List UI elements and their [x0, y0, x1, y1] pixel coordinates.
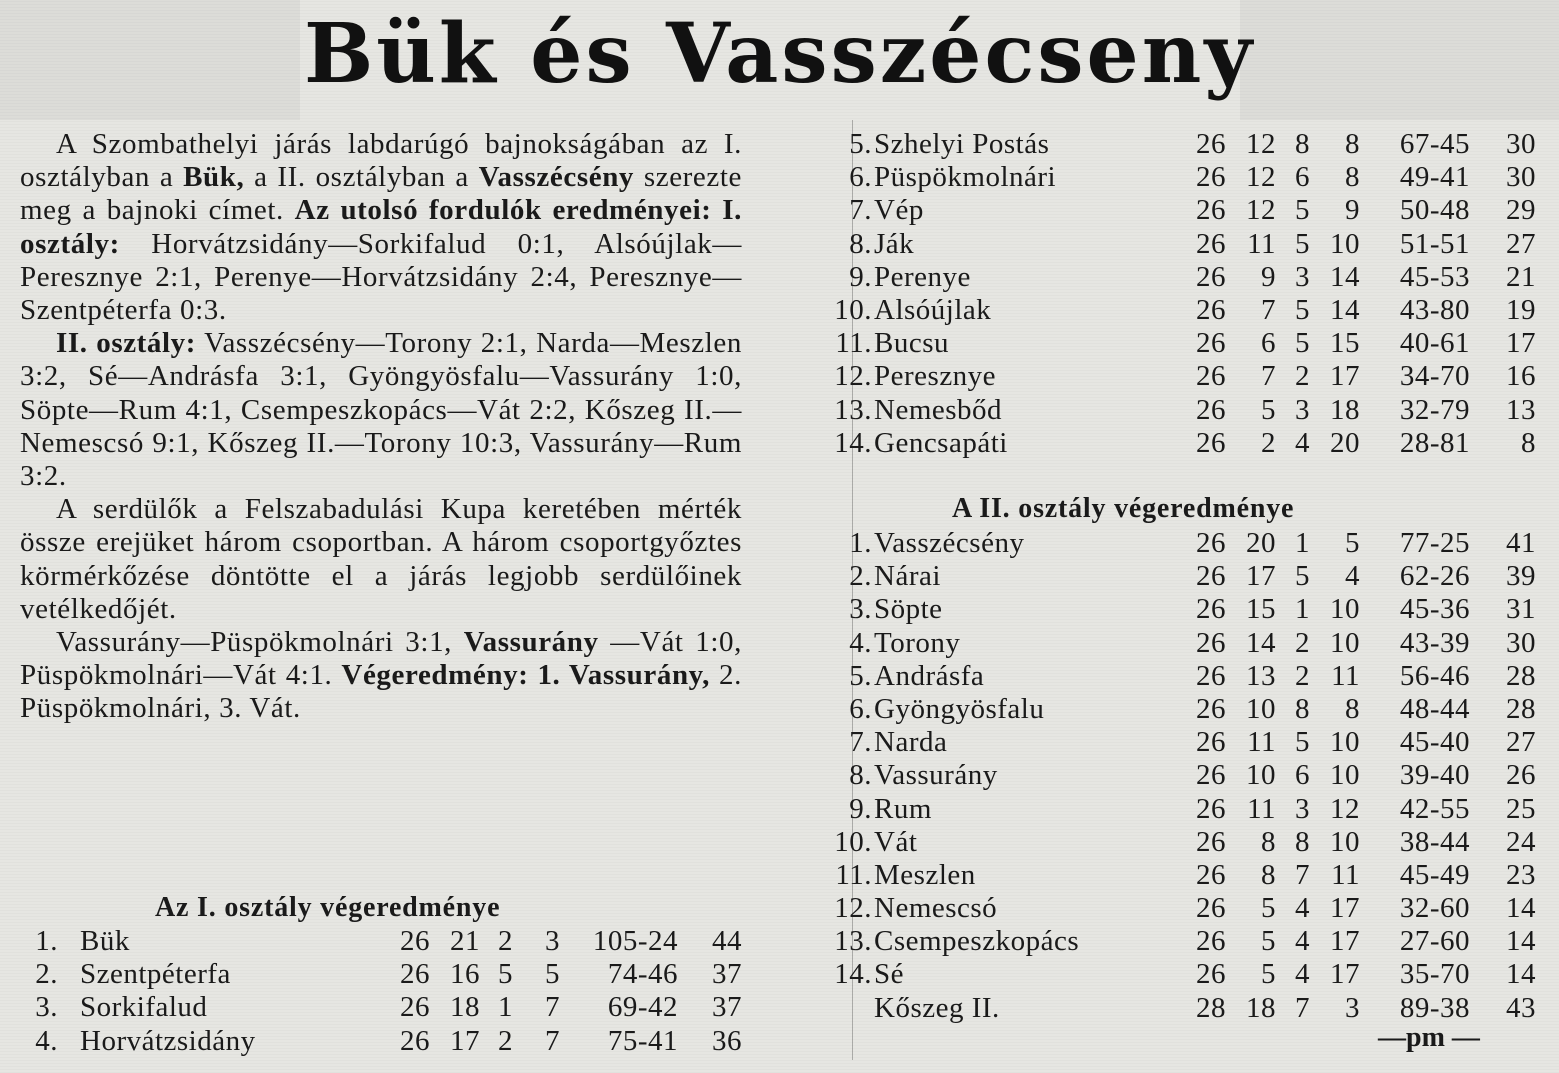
cell-p: 26: [1196, 426, 1226, 459]
text: Horvátzsidány—Sorkifalud 0:1, Alsóújlak—Peresznye 2:1, Perenye—Horvátzsidány 2:4, Peresznye—Szentpéterfa 0:3.: [20, 227, 742, 327]
cell-goals: 40-61: [1399, 327, 1470, 360]
cell-d: 4: [1295, 925, 1310, 958]
cell-goals: 43-39: [1399, 626, 1470, 659]
cell-p: 26: [1196, 858, 1226, 891]
cell-w: 5: [1261, 925, 1276, 958]
cell-w: 18: [450, 991, 480, 1024]
cell-pos: 11.: [835, 858, 872, 891]
cell-p: 26: [400, 1024, 430, 1057]
cell-pts: 25: [1506, 792, 1536, 825]
cell-goals: 89-38: [1399, 991, 1470, 1024]
cell-p: 26: [1196, 958, 1226, 991]
cell-d: 8: [1295, 825, 1310, 858]
cell-pts: 28: [1506, 692, 1536, 725]
cell-d: 2: [498, 1024, 513, 1057]
cell-pts: 37: [712, 958, 742, 991]
cell-p: 26: [1196, 759, 1226, 792]
cell-goals: 34-70: [1399, 360, 1470, 393]
cell-l: 12: [1330, 792, 1360, 825]
cell-d: 7: [1295, 858, 1310, 891]
cell-p: 26: [1196, 825, 1226, 858]
cell-w: 9: [1261, 260, 1276, 293]
cell-team: Szentpéterfa: [80, 958, 231, 991]
table2-heading: A II. osztály végeredménye: [952, 493, 1295, 524]
text-bold: Vassurány: [463, 626, 599, 659]
cell-pts: 28: [1506, 659, 1536, 692]
cell-l: 20: [1330, 426, 1360, 459]
cell-p: 26: [1196, 227, 1226, 260]
cell-team: Vép: [874, 194, 924, 227]
text: Vasszécsény—Torony 2:1, Narda—Meszlen 3:2, Sé—Andrásfa 3:1, Gyöngyösfalu—Vassurány 1:0, Söpte—Rum 4:1, Csempeszkopács—Vát 2:2, Kőszeg II.—Nemescsó 9:1, Kőszeg II.—Torony 10:3, Vassurány—Rum 3:2.: [20, 327, 742, 493]
cell-d: 2: [1295, 626, 1310, 659]
standings-table-1-part-a: [0, 925, 760, 1058]
cell-p: 26: [1196, 925, 1226, 958]
cell-l: 7: [545, 991, 560, 1024]
cell-w: 17: [450, 1024, 480, 1057]
cell-pos: 5.: [849, 128, 872, 160]
cell-d: 5: [1295, 194, 1310, 227]
cell-p: 26: [1196, 792, 1226, 825]
cell-pts: 24: [1506, 825, 1536, 858]
cell-team: Perenye: [874, 260, 971, 293]
cell-p: 26: [1196, 260, 1226, 293]
cell-pts: 44: [712, 925, 742, 957]
cell-pts: 19: [1506, 293, 1536, 326]
cell-pts: 23: [1506, 858, 1536, 891]
cell-pts: 14: [1506, 958, 1536, 991]
standings-row: [800, 627, 1559, 660]
cell-pts: 30: [1506, 626, 1536, 659]
cell-d: 4: [1295, 426, 1310, 459]
standings-row: [800, 726, 1559, 759]
cell-pts: 21: [1506, 260, 1536, 293]
paragraph-second-division: [20, 327, 742, 493]
standings-row: [800, 294, 1559, 327]
cell-pts: 30: [1506, 128, 1536, 160]
text: Vassurány—Püspökmolnári 3:1,: [56, 626, 464, 659]
cell-pts: 41: [1506, 527, 1536, 559]
cell-d: 5: [1295, 293, 1310, 326]
cell-p: 26: [1196, 593, 1226, 626]
text-bold: Bük,: [183, 161, 245, 194]
standings-row: [800, 128, 1559, 161]
cell-l: 14: [1330, 260, 1360, 293]
cell-p: 26: [400, 991, 430, 1024]
cell-pts: 37: [712, 991, 742, 1024]
cell-goals: 105-24: [592, 925, 678, 957]
cell-d: 2: [498, 925, 513, 957]
cell-w: 15: [1246, 593, 1276, 626]
cell-l: 10: [1330, 593, 1360, 626]
cell-team: Nemescsó: [874, 892, 998, 925]
standings-row: [0, 1025, 760, 1058]
standings-row: [0, 991, 760, 1024]
cell-d: 3: [1295, 393, 1310, 426]
cell-pts: 17: [1506, 327, 1536, 360]
cell-goals: 38-44: [1399, 825, 1470, 858]
cell-pts: 27: [1506, 227, 1536, 260]
text: —Vát 1:0, Püspökmolnári—Vát 4:1.: [20, 626, 742, 692]
cell-team: Ják: [874, 227, 915, 260]
cell-d: 1: [1295, 527, 1310, 559]
cell-p: 26: [1196, 726, 1226, 759]
cell-w: 18: [1246, 991, 1276, 1024]
cell-pts: 36: [712, 1024, 742, 1057]
cell-goals: 35-70: [1399, 958, 1470, 991]
cell-pos: 10.: [834, 825, 872, 858]
cell-goals: 43-80: [1399, 293, 1470, 326]
cell-p: 26: [1196, 892, 1226, 925]
cell-goals: 45-49: [1399, 858, 1470, 891]
cell-w: 12: [1246, 128, 1276, 160]
cell-w: 2: [1261, 426, 1276, 459]
cell-p: 28: [1196, 991, 1226, 1024]
standings-row: [800, 793, 1559, 826]
cell-l: 5: [545, 958, 560, 991]
cell-goals: 56-46: [1399, 659, 1470, 692]
text: a II. osztályban a: [244, 161, 479, 194]
cell-p: 26: [1196, 527, 1226, 559]
cell-team: Püspökmolnári: [874, 161, 1057, 194]
cell-w: 17: [1246, 560, 1276, 593]
cell-goals: 75-41: [607, 1024, 678, 1057]
cell-w: 12: [1246, 194, 1276, 227]
cell-d: 6: [1295, 759, 1310, 792]
cell-team: Vasszécsény: [874, 527, 1025, 559]
cell-l: 3: [1345, 991, 1360, 1024]
cell-goals: 39-40: [1399, 759, 1470, 792]
cell-w: 21: [450, 925, 480, 957]
cell-team: Alsóújlak: [874, 293, 992, 326]
cell-w: 5: [1261, 958, 1276, 991]
cell-pos: 4.: [849, 626, 872, 659]
cell-w: 16: [450, 958, 480, 991]
cell-pos: 5.: [849, 659, 872, 692]
cell-goals: 49-41: [1399, 161, 1470, 194]
cell-goals: 50-48: [1399, 194, 1470, 227]
cell-l: 17: [1330, 892, 1360, 925]
standings-row: [800, 161, 1559, 194]
cell-p: 26: [1196, 360, 1226, 393]
cell-team: Horvátzsidány: [80, 1024, 256, 1057]
paragraph-results: [20, 128, 742, 327]
cell-goals: 51-51: [1399, 227, 1470, 260]
cell-w: 7: [1261, 293, 1276, 326]
cell-team: Gyöngyösfalu: [874, 692, 1045, 725]
cell-d: 7: [1295, 991, 1310, 1024]
cell-d: 5: [1295, 327, 1310, 360]
cell-pts: 27: [1506, 726, 1536, 759]
cell-l: 9: [1345, 194, 1360, 227]
cell-team: Csempeszkopács: [874, 925, 1080, 958]
text-bold: Az utolsó fordulók eredményei: I. osztály:: [20, 194, 742, 260]
cell-p: 26: [400, 958, 430, 991]
table1-heading: Az I. osztály végeredménye: [155, 892, 501, 923]
cell-d: 8: [1295, 128, 1310, 160]
standings-row: [0, 958, 760, 991]
standings-row: [800, 660, 1559, 693]
cell-d: 5: [498, 958, 513, 991]
standings-row: [800, 427, 1559, 460]
standings-row: [800, 527, 1559, 560]
cell-p: 26: [1196, 692, 1226, 725]
cell-pts: 8: [1521, 426, 1536, 459]
standings-row: [800, 261, 1559, 294]
cell-l: 10: [1330, 825, 1360, 858]
cell-goals: 28-81: [1399, 426, 1470, 459]
cell-pos: 3.: [35, 991, 58, 1024]
cell-w: 20: [1246, 527, 1276, 559]
author-signature: —pm —: [1378, 1022, 1480, 1053]
cell-l: 10: [1330, 626, 1360, 659]
cell-p: 26: [1196, 626, 1226, 659]
cell-p: 26: [1196, 161, 1226, 194]
cell-p: 26: [1196, 194, 1226, 227]
cell-pos: 14.: [834, 426, 872, 459]
cell-pts: 14: [1506, 925, 1536, 958]
cell-pos: 7.: [849, 194, 872, 227]
text-bold: II. osztály:: [56, 327, 197, 360]
cell-goals: 32-60: [1399, 892, 1470, 925]
cell-l: 11: [1331, 858, 1360, 891]
cell-goals: 45-36: [1399, 593, 1470, 626]
text: szerezte meg a bajnoki címet.: [20, 161, 742, 227]
cell-team: Szhelyi Postás: [874, 128, 1050, 160]
cell-l: 3: [545, 925, 560, 957]
cell-pos: 2.: [35, 958, 58, 991]
cell-w: 8: [1261, 825, 1276, 858]
cell-p: 26: [1196, 293, 1226, 326]
cell-pts: 14: [1506, 892, 1536, 925]
cell-p: 26: [400, 925, 430, 957]
standings-row: [800, 593, 1559, 626]
cell-l: 8: [1345, 692, 1360, 725]
article-body: [20, 128, 742, 726]
cell-team: Bük: [80, 925, 130, 957]
cell-pts: 43: [1506, 991, 1536, 1024]
cell-l: 11: [1331, 659, 1360, 692]
cell-l: 14: [1330, 293, 1360, 326]
paragraph-youth: A serdülők a Felszabadulási Kupa keretében mérték össze erejüket három csoportban. A három csoportgyőztes körmérkőzése döntötte el a járás legjobb serdülőinek vetélkedőjét.: [20, 493, 742, 625]
cell-d: 1: [498, 991, 513, 1024]
standings-row: [800, 228, 1559, 261]
cell-pos: 11.: [835, 327, 872, 360]
standings-row: [800, 892, 1559, 925]
standings-row: [800, 194, 1559, 227]
text-bold: Vasszécsény: [478, 161, 635, 194]
cell-goals: 42-55: [1399, 792, 1470, 825]
cell-w: 5: [1261, 892, 1276, 925]
cell-pos: 2.: [849, 560, 872, 593]
cell-p: 26: [1196, 393, 1226, 426]
cell-d: 1: [1295, 593, 1310, 626]
standings-table-1-part-b: [800, 128, 1559, 460]
cell-d: 4: [1295, 958, 1310, 991]
cell-l: 10: [1330, 227, 1360, 260]
cell-l: 17: [1330, 360, 1360, 393]
cell-w: 10: [1246, 692, 1276, 725]
cell-pts: 26: [1506, 759, 1536, 792]
cell-team: Nárai: [874, 560, 941, 593]
cell-pos: 8.: [849, 759, 872, 792]
cell-team: Torony: [874, 626, 961, 659]
cell-d: 2: [1295, 360, 1310, 393]
cell-l: 10: [1330, 726, 1360, 759]
cell-team: Vát: [874, 825, 918, 858]
cell-pos: 6.: [849, 692, 872, 725]
cell-pos: 4.: [35, 1024, 58, 1057]
cell-team: Söpte: [874, 593, 943, 626]
cell-pts: 29: [1506, 194, 1536, 227]
standings-row: [800, 859, 1559, 892]
article-headline: Bük és Vasszécseny: [304, 6, 1255, 102]
cell-w: 6: [1261, 327, 1276, 360]
cell-goals: 48-44: [1399, 692, 1470, 725]
cell-pos: 1.: [849, 527, 872, 559]
standings-row: [0, 925, 760, 958]
cell-p: 26: [1196, 128, 1226, 160]
cell-w: 11: [1247, 792, 1276, 825]
cell-pts: 31: [1506, 593, 1536, 626]
cell-pos: 13.: [834, 925, 872, 958]
cell-w: 13: [1246, 659, 1276, 692]
standings-row: [800, 360, 1559, 393]
cell-d: 8: [1295, 692, 1310, 725]
cell-l: 17: [1330, 958, 1360, 991]
cell-pos: 7.: [849, 726, 872, 759]
cell-l: 17: [1330, 925, 1360, 958]
cell-p: 26: [1196, 659, 1226, 692]
cell-pos: 9.: [849, 792, 872, 825]
cell-w: 11: [1247, 726, 1276, 759]
cell-d: 4: [1295, 892, 1310, 925]
cell-p: 26: [1196, 560, 1226, 593]
cell-team: Sé: [874, 958, 904, 991]
cell-team: Narda: [874, 726, 948, 759]
cell-d: 5: [1295, 726, 1310, 759]
standings-row: [800, 759, 1559, 792]
cell-team: Meszlen: [874, 858, 976, 891]
cell-goals: 45-53: [1399, 260, 1470, 293]
cell-l: 4: [1345, 560, 1360, 593]
cell-l: 8: [1345, 161, 1360, 194]
cell-l: 5: [1345, 527, 1360, 559]
cell-team: Nemesbőd: [874, 393, 1003, 426]
cell-pos: 3.: [849, 593, 872, 626]
cell-team: Sorkifalud: [80, 991, 208, 1024]
standings-row: [800, 693, 1559, 726]
standings-row: [800, 992, 1559, 1025]
cell-w: 5: [1261, 393, 1276, 426]
standings-row: [800, 925, 1559, 958]
cell-pts: 30: [1506, 161, 1536, 194]
cell-goals: 45-40: [1399, 726, 1470, 759]
cell-d: 3: [1295, 260, 1310, 293]
cell-d: 5: [1295, 227, 1310, 260]
cell-w: 7: [1261, 360, 1276, 393]
cell-pts: 16: [1506, 360, 1536, 393]
cell-l: 18: [1330, 393, 1360, 426]
cell-pos: 14.: [834, 958, 872, 991]
cell-pos: 1.: [35, 925, 58, 957]
standings-row: [800, 394, 1559, 427]
text: A Szombathelyi járás labdarúgó bajnokságában az I. osztályban a: [20, 128, 742, 194]
cell-pos: 8.: [849, 227, 872, 260]
cell-team: Kőszeg II.: [874, 991, 1000, 1024]
cell-w: 8: [1261, 858, 1276, 891]
cell-pts: 39: [1506, 560, 1536, 593]
cell-pos: 10.: [834, 293, 872, 326]
cell-goals: 77-25: [1399, 527, 1470, 559]
cell-team: Gencsapáti: [874, 426, 1008, 459]
cell-d: 5: [1295, 560, 1310, 593]
cell-w: 10: [1246, 759, 1276, 792]
cell-team: Bucsu: [874, 327, 949, 360]
cell-l: 8: [1345, 128, 1360, 160]
standings-row: [800, 958, 1559, 991]
cell-goals: 32-79: [1399, 393, 1470, 426]
cell-goals: 62-26: [1399, 560, 1470, 593]
cell-w: 11: [1247, 227, 1276, 260]
cell-d: 3: [1295, 792, 1310, 825]
cell-team: Andrásfa: [874, 659, 985, 692]
cell-l: 7: [545, 1024, 560, 1057]
cell-goals: 74-46: [607, 958, 678, 991]
cell-pos: 9.: [849, 260, 872, 293]
standings-row: [800, 826, 1559, 859]
cell-w: 14: [1246, 626, 1276, 659]
cell-pos: 12.: [834, 360, 872, 393]
text-bold: Végeredmény: 1. Vassurány,: [341, 659, 711, 692]
standings-row: [800, 327, 1559, 360]
cell-goals: 69-42: [607, 991, 678, 1024]
cell-d: 6: [1295, 161, 1310, 194]
cell-goals: 27-60: [1399, 925, 1470, 958]
cell-team: Peresznye: [874, 360, 997, 393]
cell-team: Rum: [874, 792, 932, 825]
cell-d: 2: [1295, 659, 1310, 692]
text: 2. Püspökmolnári, 3. Vát.: [20, 659, 742, 725]
cell-pos: 13.: [834, 393, 872, 426]
cell-l: 10: [1330, 759, 1360, 792]
paragraph-youth-results: [20, 626, 742, 726]
standings-row: [800, 560, 1559, 593]
cell-pos: 6.: [849, 161, 872, 194]
cell-team: Vassurány: [874, 759, 998, 792]
cell-pts: 13: [1506, 393, 1536, 426]
standings-table-2: [800, 527, 1559, 1025]
cell-w: 12: [1246, 161, 1276, 194]
cell-pos: 12.: [834, 892, 872, 925]
cell-l: 15: [1330, 327, 1360, 360]
cell-goals: 67-45: [1399, 128, 1470, 160]
cell-p: 26: [1196, 327, 1226, 360]
